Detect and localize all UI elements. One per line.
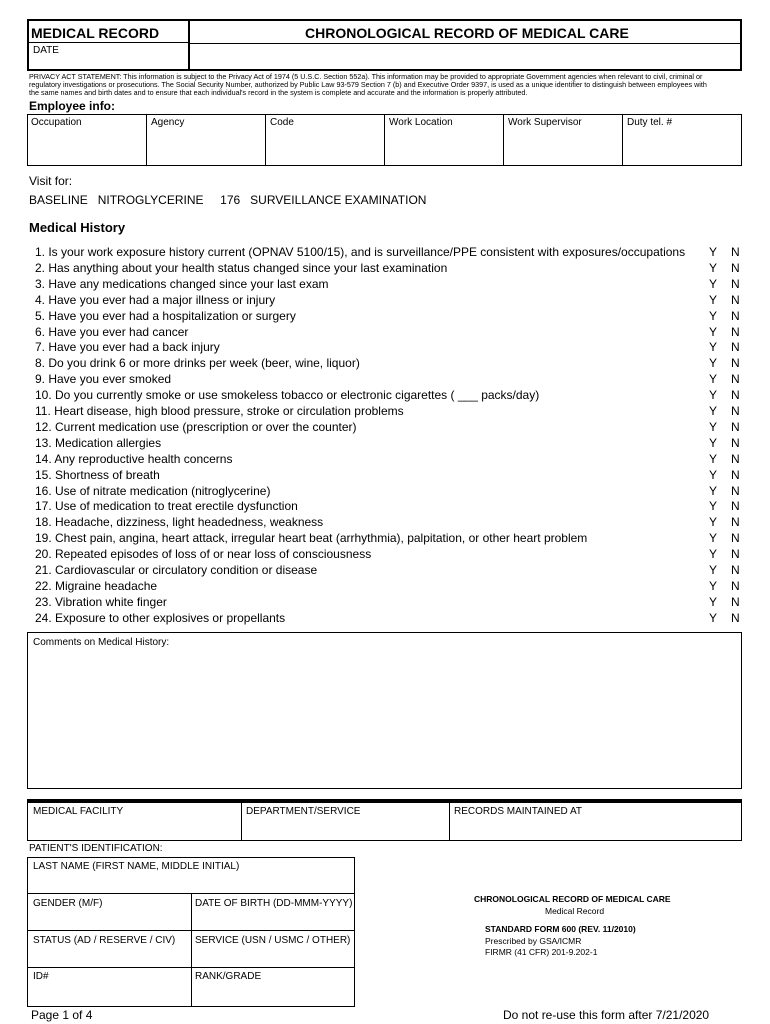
page-number: Page 1 of 4 [31, 1008, 93, 1022]
answer-yes-option[interactable]: Y [709, 260, 718, 275]
answer-yes-option[interactable]: Y [709, 292, 718, 307]
answer-no-option[interactable]: N [731, 578, 740, 593]
answer-yes-option[interactable]: Y [709, 531, 718, 546]
privacy-line-1: PRIVACY ACT STATEMENT: This information is subject to the Privacy Act of 1974 (5 U.S.C. Section 552a). This information may be provided to appropriate Government agencies when relevant to civil, criminal or [29, 72, 703, 81]
question-row [35, 435, 745, 451]
employee-col-label: Occupation [31, 117, 82, 128]
question-row [35, 292, 745, 308]
question-row [35, 403, 745, 419]
answer-no-option[interactable]: N [731, 610, 740, 625]
question-row [35, 276, 745, 292]
answer-no-option[interactable]: N [731, 467, 740, 482]
question-text: 12. Current medication use (prescription or over the counter) [35, 419, 357, 434]
question-text: 5. Have you ever had a hospitalization or surgery [35, 308, 296, 323]
question-text: 16. Use of nitrate medication (nitroglycerine) [35, 483, 271, 498]
question-row [35, 451, 745, 467]
question-row [35, 610, 745, 626]
answer-yes-option[interactable]: Y [709, 467, 718, 482]
answer-no-option[interactable]: N [731, 515, 740, 530]
answer-yes-option[interactable]: Y [709, 499, 718, 514]
answer-yes-option[interactable]: Y [709, 451, 718, 466]
question-text: 20. Repeated episodes of loss of or near loss of consciousness [35, 547, 372, 562]
form-info-firmr: FIRMR (41 CFR) 201-9.202-1 [485, 947, 598, 957]
employee-col-2[interactable] [265, 114, 384, 166]
answer-no-option[interactable]: N [731, 563, 740, 577]
facility-divider-1 [241, 802, 242, 841]
comments-label: Comments on Medical History: [33, 637, 170, 648]
answer-no-option[interactable]: N [731, 292, 740, 307]
answer-no-option[interactable]: N [731, 419, 740, 434]
answer-yes-option[interactable]: Y [709, 435, 718, 450]
question-row [35, 467, 745, 483]
service-label: SERVICE (USN / USMC / OTHER) [195, 935, 351, 946]
employee-col-3[interactable] [384, 114, 503, 166]
header-divider [188, 19, 190, 71]
question-row [35, 387, 745, 403]
question-text: 10. Do you currently smoke or use smokeless tobacco or electronic cigarettes ( ___ packs/day) [35, 388, 540, 403]
privacy-line-3: the same names and birth dates and to ensure that each individual's record in the system is complete and accurate and the information is properly attributed. [29, 88, 528, 98]
question-text: 19. Chest pain, angina, heart attack, irregular heart beat (arrhythmia), palpitation, or other heart problem [35, 531, 588, 546]
question-text: 15. Shortness of breath [35, 467, 160, 482]
privacy-line-2: regulatory investigations or prosecutions. The Social Security Number, authorized by Public Law 93-579 Section 7 (b) and Executive Order 9397, is used as a unique identifier to distinguish between employees with [29, 80, 707, 90]
medical-record-title: MEDICAL RECORD [31, 25, 160, 41]
question-text: 2. Has anything about your health status changed since your last examination [35, 260, 448, 275]
employee-col-label: Work Location [389, 117, 453, 128]
question-row [35, 308, 745, 324]
question-text: 4. Have you ever had a major illness or injury [35, 292, 276, 307]
employee-col-1[interactable] [146, 114, 265, 166]
date-label: DATE [33, 45, 59, 56]
question-row [35, 514, 745, 530]
question-text: 22. Migraine headache [35, 578, 158, 593]
form-info-standard: STANDARD FORM 600 (REV. 11/2010) [485, 924, 636, 934]
question-text: 3. Have any medications changed since your last exam [35, 276, 329, 291]
answer-no-option[interactable]: N [731, 404, 740, 418]
answer-no-option[interactable]: N [731, 531, 740, 546]
answer-no-option[interactable]: N [731, 260, 740, 275]
id-label: ID# [33, 971, 49, 982]
question-text: 17. Use of medication to treat erectile dysfunction [35, 499, 298, 514]
employee-col-4[interactable] [503, 114, 622, 166]
question-text: 9. Have you ever smoked [35, 372, 172, 387]
answer-no-option[interactable]: N [731, 388, 740, 403]
question-text: 8. Do you drink 6 or more drinks per week (beer, wine, liquor) [35, 356, 360, 371]
question-row [35, 578, 745, 594]
chronological-record-title: CHRONOLOGICAL RECORD OF MEDICAL CARE [305, 25, 629, 41]
question-text: 23. Vibration white finger [35, 594, 167, 609]
answer-yes-option[interactable]: Y [709, 563, 718, 577]
answer-yes-option[interactable]: Y [709, 372, 718, 387]
answer-no-option[interactable]: N [731, 483, 740, 498]
question-text: 1. Is your work exposure history current (OPNAV 5100/15), and is surveillance/PPE consistent with exposures/occupations [35, 245, 686, 259]
facility-table [27, 802, 742, 841]
employee-col-label: Work Supervisor [508, 117, 582, 128]
answer-no-option[interactable]: N [731, 245, 740, 259]
question-text: 13. Medication allergies [35, 435, 162, 450]
answer-yes-option[interactable]: Y [709, 356, 718, 371]
question-row [35, 355, 745, 371]
employee-col-5[interactable] [622, 114, 742, 166]
answer-no-option[interactable]: N [731, 340, 740, 355]
question-row [35, 483, 745, 499]
question-text: 11. Heart disease, high blood pressure, stroke or circulation problems [35, 404, 404, 418]
patient-id-heading: PATIENT'S IDENTIFICATION: [29, 843, 163, 854]
answer-yes-option[interactable]: Y [709, 515, 718, 530]
comments-box[interactable] [27, 632, 742, 789]
question-row [35, 324, 745, 340]
answer-yes-option[interactable]: Y [709, 276, 718, 291]
last-name-label: LAST NAME (FIRST NAME, MIDDLE INITIAL) [33, 861, 240, 872]
answer-yes-option[interactable]: Y [709, 324, 718, 339]
gender-label: GENDER (M/F) [33, 898, 103, 909]
answer-yes-option[interactable]: Y [709, 547, 718, 562]
answer-yes-option[interactable]: Y [709, 610, 718, 625]
answer-no-option[interactable]: N [731, 324, 740, 339]
employee-col-0[interactable] [27, 114, 146, 166]
header-left-underline [27, 42, 190, 43]
question-row [35, 530, 745, 546]
question-row [35, 339, 745, 355]
question-row [35, 498, 745, 514]
reuse-notice: Do not re-use this form after 7/21/2020 [503, 1008, 710, 1022]
dob-label: DATE OF BIRTH (DD-MMM-YYYY) [195, 898, 353, 909]
question-row [35, 546, 745, 562]
answer-no-option[interactable]: N [731, 276, 740, 291]
answer-no-option[interactable]: N [731, 372, 740, 387]
privacy-statement [29, 73, 744, 98]
answer-yes-option[interactable]: Y [709, 594, 718, 609]
form-info-title: CHRONOLOGICAL RECORD OF MEDICAL CARE [474, 894, 671, 904]
answer-no-option[interactable]: N [731, 308, 740, 323]
question-text: 24. Exposure to other explosives or propellants [35, 610, 286, 625]
rank-grade-label: RANK/GRADE [195, 971, 262, 982]
employee-info-heading: Employee info: [29, 99, 116, 113]
answer-yes-option[interactable]: Y [709, 404, 718, 418]
answer-yes-option[interactable]: Y [709, 308, 718, 323]
answer-no-option[interactable]: N [731, 594, 740, 609]
department-service-label: DEPARTMENT/SERVICE [246, 806, 361, 817]
form-info-subtitle: Medical Record [545, 906, 605, 916]
answer-no-option[interactable]: N [731, 435, 740, 450]
answer-no-option[interactable]: N [731, 547, 740, 562]
employee-col-label: Duty tel. # [627, 117, 673, 128]
header-right-underline [188, 43, 742, 44]
question-text: 7. Have you ever had a back injury [35, 340, 220, 355]
answer-yes-option[interactable]: Y [709, 340, 718, 355]
employee-col-label: Code [270, 117, 294, 128]
answer-yes-option[interactable]: Y [709, 245, 718, 259]
answer-no-option[interactable]: N [731, 499, 740, 514]
form-info-prescribed: Prescribed by GSA/ICMR [485, 936, 582, 946]
answer-yes-option[interactable]: Y [709, 388, 718, 403]
answer-no-option[interactable]: N [731, 356, 740, 371]
question-row [35, 244, 745, 260]
visit-label: Visit for: [29, 174, 73, 188]
answer-yes-option[interactable]: Y [709, 578, 718, 593]
records-maintained-label: RECORDS MAINTAINED AT [454, 806, 582, 817]
question-row [35, 594, 745, 610]
answer-yes-option[interactable]: Y [709, 483, 718, 498]
question-row [35, 419, 745, 435]
patient-col-line [191, 893, 192, 1007]
employee-col-label: Agency [151, 117, 185, 128]
question-row [35, 371, 745, 387]
question-text: 14. Any reproductive health concerns [35, 451, 233, 466]
medical-history-heading: Medical History [29, 220, 126, 235]
question-row [35, 562, 745, 578]
question-text: 18. Headache, dizziness, light headedness, weakness [35, 515, 324, 530]
question-text: 21. Cardiovascular or circulatory condition or disease [35, 563, 318, 577]
status-label: STATUS (AD / RESERVE / CIV) [33, 935, 176, 946]
question-row [35, 260, 745, 276]
visit-value: BASELINE NITROGLYCERINE 176 SURVEILLANCE EXAMINATION [29, 193, 427, 207]
question-text: 6. Have you ever had cancer [35, 324, 189, 339]
medical-facility-label: MEDICAL FACILITY [33, 806, 124, 817]
answer-no-option[interactable]: N [731, 451, 740, 466]
answer-yes-option[interactable]: Y [709, 419, 718, 434]
facility-divider-2 [449, 802, 450, 841]
